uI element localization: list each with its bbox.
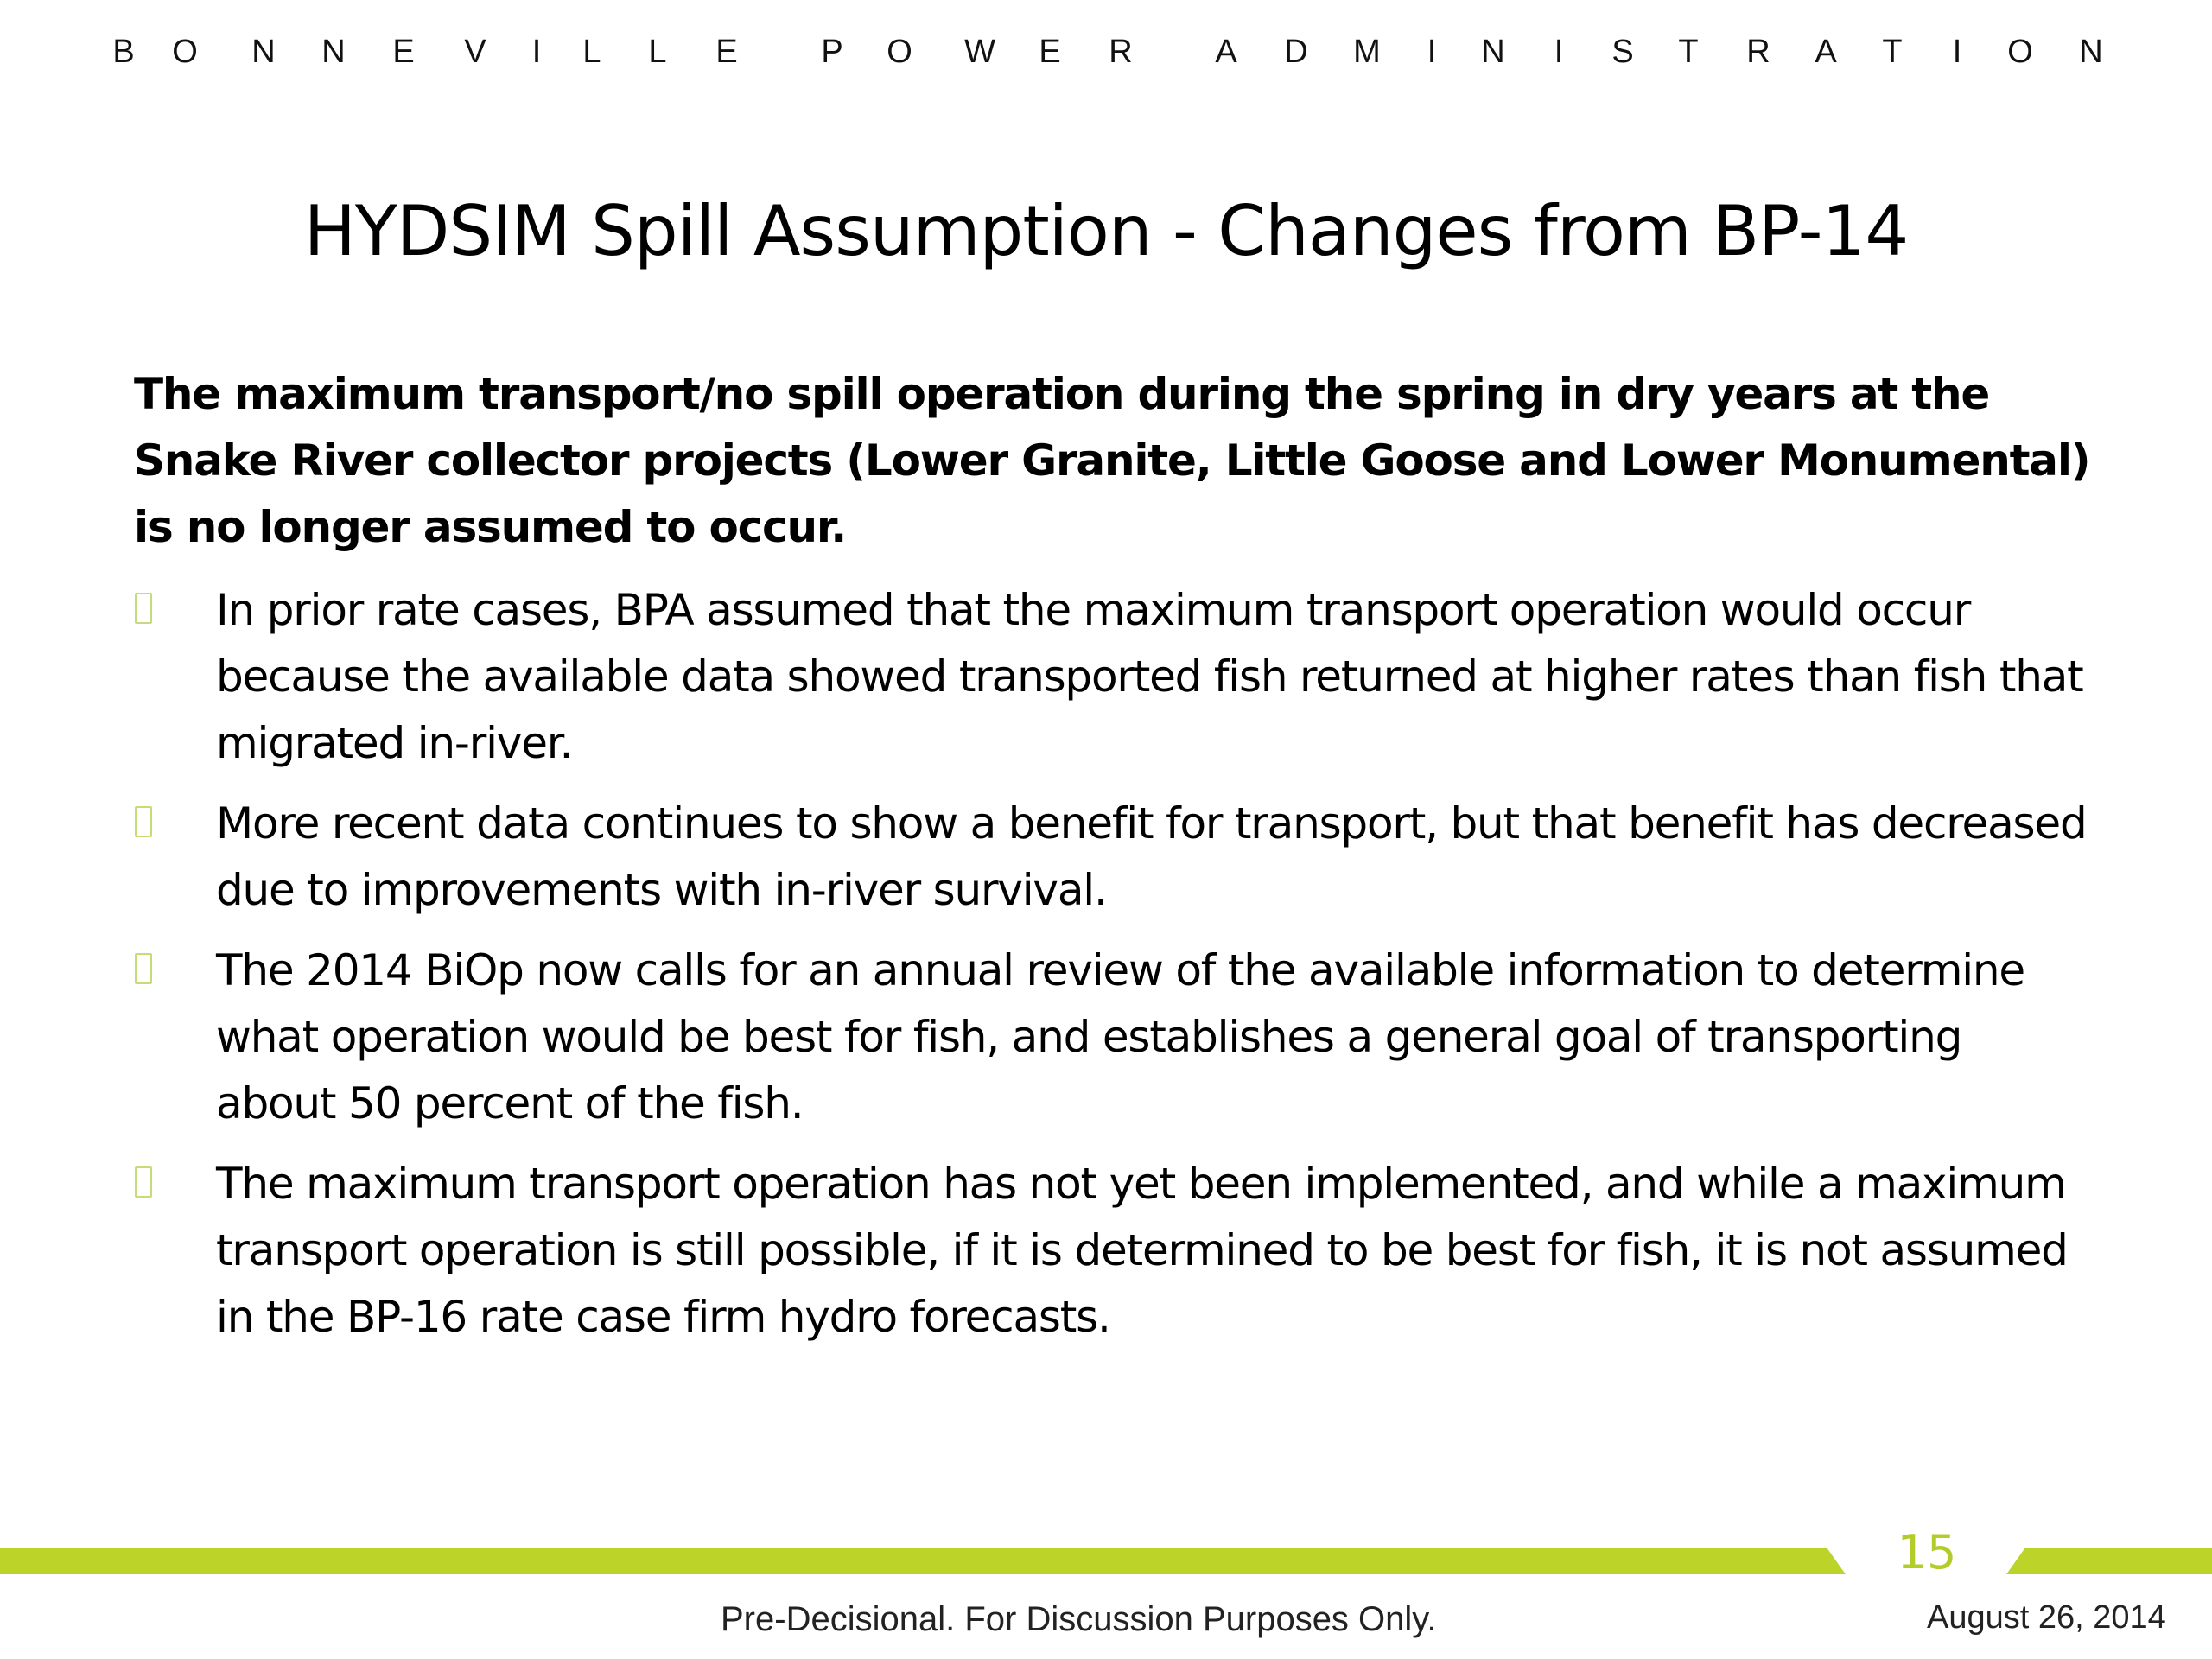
header-letter: O [2007, 34, 2033, 70]
header-letter: W [964, 34, 995, 70]
header-letter: A [1215, 34, 1237, 70]
header-letter: R [1109, 34, 1133, 70]
header-letter: N [2079, 34, 2103, 70]
bullet-marker-icon [135, 806, 152, 837]
header-letter: E [392, 34, 415, 70]
header-letter: M [1353, 34, 1381, 70]
lead-statement: The maximum transport/no spill operation during the spring in dry years at the Snake River collector projects (Lower Granite, Little Goose and Lower Monumental) is no longer assumed to occur. [134, 369, 2090, 552]
bullet-item [130, 791, 2091, 924]
page-number: 15 [1897, 1525, 1957, 1580]
bullet-text: The 2014 BiOp now calls for an annual review of the available information to determine what operation would be best for fish, and establishes a general goal of transporting about 50 percent of the fish. [216, 945, 2024, 1128]
header-letter: S [1611, 34, 1634, 70]
footer-accent-bar-right [2006, 1548, 2212, 1574]
header-letter: B [112, 34, 135, 70]
header-letter: P [821, 34, 843, 70]
header-letter: E [1039, 34, 1061, 70]
header-letter: E [715, 34, 738, 70]
footer-accent-bar-left [0, 1548, 1846, 1574]
header-letter: N [1481, 34, 1505, 70]
bullet-text: In prior rate cases, BPA assumed that the maximum transport operation would occur because the available data showed transported fish returned at higher rates than fish that migrated in-river. [216, 585, 2083, 768]
header-letter: T [1678, 34, 1699, 70]
header-letter: O [172, 34, 198, 70]
footer-date: August 26, 2014 [1927, 1599, 2166, 1636]
header-letter: I [1427, 34, 1437, 70]
header-letter: T [1882, 34, 1903, 70]
header-letter: O [887, 34, 912, 70]
bullet-item [130, 1151, 2091, 1351]
header-letter: V [464, 34, 486, 70]
bullet-item [130, 577, 2091, 777]
bullet-marker-icon [135, 593, 152, 624]
header-letter: R [1746, 34, 1770, 70]
bullet-text: The maximum transport operation has not yet been implemented, and while a maximum transport operation is still possible, if it is determined to be best for fish, it is not assumed in the BP-16 rate case firm hydro forecasts. [216, 1159, 2068, 1342]
bullet-marker-icon [135, 1166, 152, 1198]
header-letter: I [1952, 34, 1962, 70]
header-letter: I [1554, 34, 1564, 70]
bullet-text: More recent data continues to show a benefit for transport, but that benefit has decreased due to improvements with in-river survival. [216, 798, 2087, 915]
header-letter: L [648, 34, 667, 70]
header-letter: N [321, 34, 346, 70]
bullet-item [130, 938, 2091, 1137]
bullet-marker-icon [135, 953, 152, 984]
header-letter: N [251, 34, 276, 70]
header-letter: A [1815, 34, 1837, 70]
header-letter: D [1284, 34, 1308, 70]
bullet-list [130, 577, 2091, 1364]
footer-disclaimer: Pre-Decisional. For Discussion Purposes Only. [721, 1600, 1437, 1638]
slide-title: HYDSIM Spill Assumption - Changes from BP-14 [303, 191, 1909, 271]
organization-header [0, 26, 2212, 78]
header-letter: I [531, 34, 542, 70]
header-letter: L [582, 34, 601, 70]
